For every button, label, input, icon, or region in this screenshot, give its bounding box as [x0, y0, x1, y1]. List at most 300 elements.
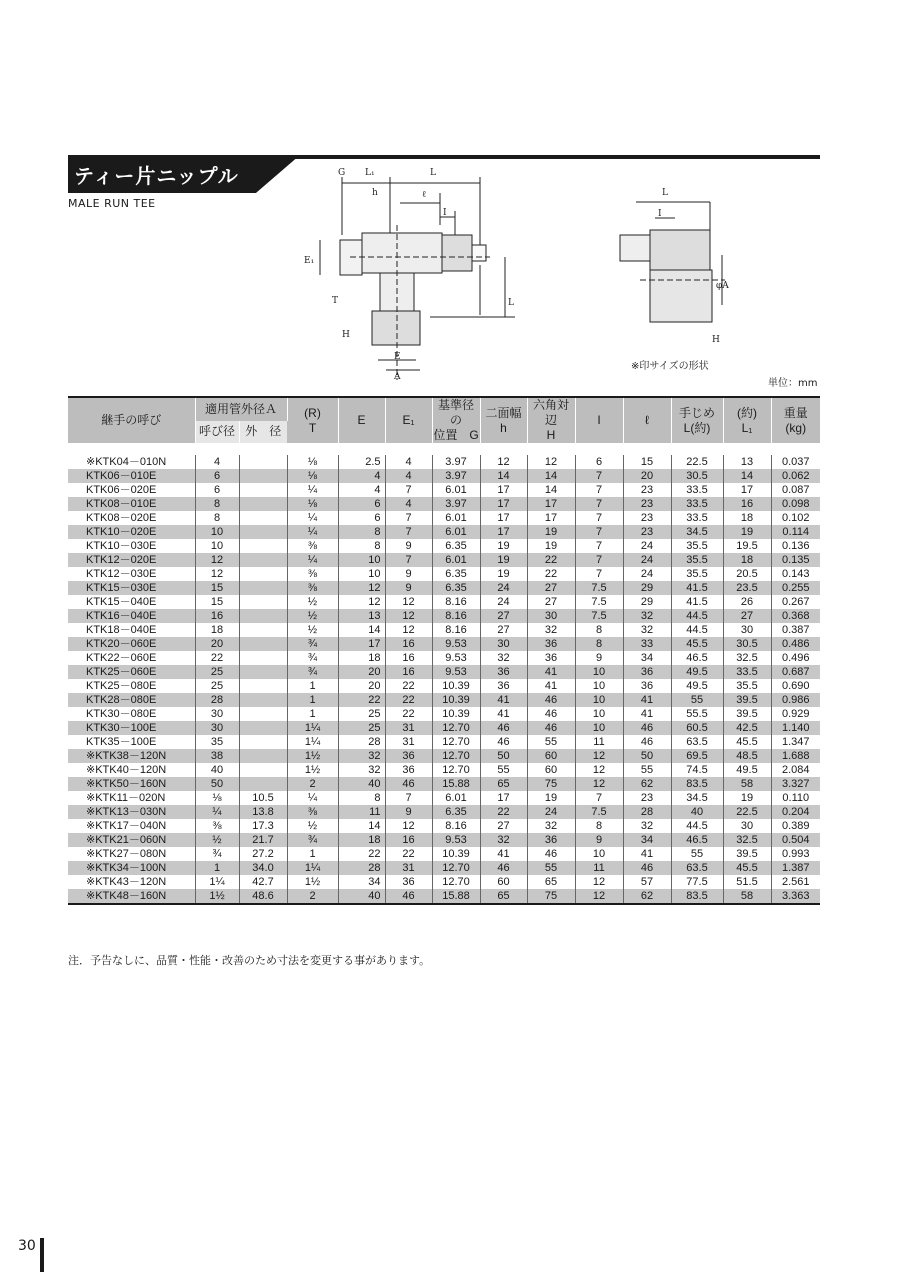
table-cell	[239, 525, 287, 539]
table-cell: 0.087	[781, 484, 810, 496]
table-cell: 46	[527, 693, 575, 707]
table-cell: ¼	[287, 791, 338, 805]
table-cell: 3.97	[432, 455, 480, 469]
table-cell: 0.136	[781, 540, 810, 552]
table-cell: 74.5	[671, 763, 723, 777]
table-cell: KTK10－030E	[68, 539, 195, 553]
table-row	[68, 525, 820, 539]
table-row	[68, 511, 820, 525]
table-cell	[239, 735, 287, 749]
table-cell: 3.97	[432, 497, 480, 511]
table-cell: 6	[195, 483, 239, 497]
label-g: G	[338, 168, 346, 178]
table-cell: ※KTK40－120N	[68, 763, 195, 777]
table-cell: 40	[671, 805, 723, 819]
label-i2: I	[658, 209, 662, 219]
table-cell: 55	[671, 847, 723, 861]
table-cell: 9.53	[432, 651, 480, 665]
table-cell: 11	[575, 861, 623, 875]
table-cell: ¼	[287, 525, 338, 539]
table-cell: 8	[338, 791, 385, 805]
table-cell: 49.5	[671, 679, 723, 693]
table-cell: KTK08－020E	[68, 511, 195, 525]
table-cell: 0.098	[771, 497, 820, 511]
table-cell: 8	[195, 511, 239, 525]
table-cell	[239, 679, 287, 693]
table-cell: 19	[527, 525, 575, 539]
table-cell: KTK30－100E	[68, 721, 195, 735]
table-cell: 55	[527, 861, 575, 875]
table-cell: 7	[575, 525, 623, 539]
table-cell: 4	[338, 469, 385, 483]
label-l2: L	[662, 188, 668, 198]
table-cell: 8.16	[432, 595, 480, 609]
table-cell: 9	[385, 567, 432, 581]
table-cell: 58	[723, 777, 771, 791]
table-cell: 3.363	[771, 889, 820, 904]
table-cell: 22	[338, 693, 385, 707]
table-cell: ¾	[287, 637, 338, 651]
table-cell: 41	[480, 707, 527, 721]
table-cell: 46	[480, 735, 527, 749]
table-cell: 50	[480, 749, 527, 763]
table-cell: 46.5	[671, 651, 723, 665]
table-cell: 1.688	[771, 749, 820, 763]
table-cell: KTK25－060E	[68, 665, 195, 679]
table-row	[68, 469, 820, 483]
table-cell: 12	[527, 455, 575, 469]
table-cell: 20	[338, 679, 385, 693]
table-cell: 0.486	[771, 637, 820, 651]
table-row	[68, 819, 820, 833]
table-cell: 18	[338, 833, 385, 847]
footnote: 注．予告なしに、品質・性能・改善のため寸法を変更する事があります。	[68, 954, 431, 967]
table-cell: 30	[723, 819, 771, 833]
table-cell: 1	[287, 707, 338, 721]
table-cell: 1	[287, 693, 338, 707]
table-cell: 14	[723, 469, 771, 483]
table-cell: ½	[287, 623, 338, 637]
table-cell: 62	[623, 777, 671, 791]
table-cell: 33.5	[671, 483, 723, 497]
table-cell: 0.496	[781, 652, 810, 664]
table-cell: 0.389	[781, 820, 810, 832]
table-cell: ¼	[287, 553, 338, 567]
table-cell: 1½	[195, 889, 239, 904]
table-row	[68, 553, 820, 567]
table-cell: 11	[575, 735, 623, 749]
table-cell: 30	[723, 623, 771, 637]
table-cell: 36	[623, 679, 671, 693]
table-cell: KTK08－010E	[68, 497, 195, 511]
spec-table	[68, 396, 820, 905]
page-subtitle: MALE RUN TEE	[68, 197, 156, 210]
table-cell: 2.5	[338, 455, 385, 469]
table-cell: 41	[623, 693, 671, 707]
table-cell: 6.01	[432, 511, 480, 525]
header-pipe: 適用管外径Ａ	[195, 397, 287, 421]
table-cell: 9	[385, 581, 432, 595]
table-cell: 22	[385, 707, 432, 721]
table-cell: 4	[195, 455, 239, 469]
table-cell: 4	[338, 483, 385, 497]
table-cell: 34	[623, 833, 671, 847]
table-cell: 0.255	[771, 581, 820, 595]
table-cell	[239, 749, 287, 763]
table-cell: 83.5	[671, 889, 723, 904]
table-cell	[239, 665, 287, 679]
table-cell: 8.16	[432, 623, 480, 637]
table-cell: 7.5	[575, 581, 623, 595]
table-cell: 44.5	[671, 819, 723, 833]
table-cell: 41	[527, 679, 575, 693]
table-cell: 14	[480, 469, 527, 483]
table-cell: ※KTK04－010N	[68, 455, 195, 469]
header-h: 二面幅 h	[480, 397, 527, 443]
table-cell: 21.7	[239, 833, 287, 847]
table-cell	[239, 567, 287, 581]
table-row	[68, 791, 820, 805]
table-cell: ½	[287, 819, 338, 833]
table-cell: 46	[385, 777, 432, 791]
table-row	[68, 581, 820, 595]
label-e1: E₁	[304, 256, 315, 266]
table-cell: 7.5	[575, 609, 623, 623]
table-cell: 27.2	[239, 847, 287, 861]
table-cell: 24	[480, 581, 527, 595]
table-cell: 36	[385, 875, 432, 889]
table-cell: 0.993	[781, 848, 810, 860]
table-cell: 55.5	[671, 707, 723, 721]
table-cell: 16	[723, 497, 771, 511]
table-cell: KTK16－040E	[68, 609, 195, 623]
table-cell: 22	[195, 651, 239, 665]
table-cell: 31	[385, 721, 432, 735]
table-row	[68, 707, 820, 721]
table-cell: 29	[623, 595, 671, 609]
table-cell: 46	[527, 847, 575, 861]
table-cell: 9	[385, 805, 432, 819]
table-cell: 46	[385, 889, 432, 904]
table-cell: 9.53	[432, 665, 480, 679]
table-cell: 9.53	[432, 637, 480, 651]
table-cell: 31	[385, 861, 432, 875]
table-cell: 51.5	[723, 875, 771, 889]
table-cell: 35.5	[671, 539, 723, 553]
table-cell: 10	[195, 525, 239, 539]
table-cell: 32	[527, 623, 575, 637]
table-cell: 33	[623, 637, 671, 651]
table-cell: 10	[575, 679, 623, 693]
table-row	[68, 861, 820, 875]
table-cell: 17	[527, 497, 575, 511]
table-cell: ¾	[287, 651, 338, 665]
drawing-note: ※印サイズの形状	[631, 361, 709, 372]
table-cell: 25	[338, 707, 385, 721]
table-cell: 16	[385, 833, 432, 847]
table-cell: 46	[527, 707, 575, 721]
table-cell: 46.5	[671, 833, 723, 847]
table-cell: ※KTK17－040N	[68, 819, 195, 833]
label-l1: L₁	[365, 168, 375, 178]
table-cell: 20	[338, 665, 385, 679]
nut-drawing	[600, 180, 740, 350]
table-cell	[239, 553, 287, 567]
header-l: 手じめ L(約)	[671, 397, 723, 443]
table-cell: 1¼	[195, 875, 239, 889]
table-cell: 45.5	[723, 735, 771, 749]
table-cell: 6.01	[432, 483, 480, 497]
table-cell: 49.5	[671, 665, 723, 679]
table-cell: 63.5	[671, 735, 723, 749]
table-cell: 39.5	[723, 847, 771, 861]
table-cell: 40	[338, 777, 385, 791]
label-t: T	[332, 296, 339, 306]
table-cell: 27	[527, 595, 575, 609]
table-cell: 7	[575, 469, 623, 483]
table-cell: 7	[575, 567, 623, 581]
table-cell: ½	[287, 595, 338, 609]
table-cell: 44.5	[671, 623, 723, 637]
table-cell: 17	[723, 483, 771, 497]
table-cell: 27	[527, 581, 575, 595]
table-cell: ¼	[195, 805, 239, 819]
table-cell: 24	[623, 553, 671, 567]
table-cell: 83.5	[671, 777, 723, 791]
table-cell: 12	[385, 595, 432, 609]
table-cell: 34.0	[239, 861, 287, 875]
table-cell: 16	[195, 609, 239, 623]
table-cell: 2.561	[781, 876, 810, 888]
table-cell: ⅜	[195, 819, 239, 833]
table-cell: 8	[195, 497, 239, 511]
table-cell: 62	[623, 889, 671, 904]
table-row	[68, 609, 820, 623]
table-cell: 22	[527, 567, 575, 581]
label-i: I	[443, 208, 447, 218]
table-cell: 0.135	[771, 553, 820, 567]
table-cell: 27	[480, 623, 527, 637]
table-cell: 7	[575, 497, 623, 511]
table-cell: 0.110	[782, 792, 810, 804]
table-cell: 69.5	[671, 749, 723, 763]
table-cell: 13.8	[239, 805, 287, 819]
table-row	[68, 595, 820, 609]
table-cell: 6.35	[432, 539, 480, 553]
table-cell: 7	[385, 553, 432, 567]
table-row	[68, 665, 820, 679]
table-row	[68, 497, 820, 511]
page-number: 30	[18, 1238, 36, 1254]
table-cell: 12	[575, 875, 623, 889]
table-cell: 33.5	[723, 665, 771, 679]
table-cell: ※KTK38－120N	[68, 749, 195, 763]
table-cell: 42.5	[723, 721, 771, 735]
label-h: h	[372, 188, 378, 198]
table-cell: 35.5	[671, 553, 723, 567]
table-cell: 14	[527, 483, 575, 497]
table-cell	[239, 497, 287, 511]
table-cell: 2.084	[781, 764, 810, 776]
table-cell: 1¼	[287, 721, 338, 735]
table-cell: 17	[480, 483, 527, 497]
table-cell: ¾	[287, 665, 338, 679]
table-cell	[239, 763, 287, 777]
table-cell	[239, 483, 287, 497]
table-cell: 7	[575, 791, 623, 805]
table-cell: 0.102	[781, 512, 810, 524]
header-rt: (R) T	[287, 397, 338, 443]
table-cell: 9	[385, 539, 432, 553]
table-cell: KTK18－040E	[68, 623, 195, 637]
table-cell: 77.5	[671, 875, 723, 889]
table-cell	[239, 511, 287, 525]
table-cell: 10.39	[432, 707, 480, 721]
header-outer: 外 径	[239, 421, 287, 443]
table-cell: ※KTK43－120N	[68, 875, 195, 889]
table-cell: 35.5	[671, 567, 723, 581]
table-cell: 50	[195, 777, 239, 791]
table-cell: 33.5	[671, 497, 723, 511]
table-cell: 19.5	[723, 539, 771, 553]
table-cell: 36	[385, 749, 432, 763]
table-cell: 28	[338, 735, 385, 749]
table-cell: 46	[480, 861, 527, 875]
table-cell: ⅜	[287, 539, 338, 553]
table-cell: 4	[385, 497, 432, 511]
tee-drawing	[290, 165, 535, 390]
table-cell: 63.5	[671, 861, 723, 875]
table-cell: 10	[338, 553, 385, 567]
table-cell: 20	[623, 469, 671, 483]
table-cell: KTK28－080E	[68, 693, 195, 707]
page-marker	[40, 1238, 44, 1272]
table-cell: 7.5	[575, 595, 623, 609]
table-cell: ※KTK13－030N	[68, 805, 195, 819]
table-cell: 22	[385, 679, 432, 693]
table-cell: KTK25－080E	[68, 679, 195, 693]
table-cell: 18	[338, 651, 385, 665]
table-cell: 39.5	[723, 693, 771, 707]
table-cell: 19	[723, 525, 771, 539]
table-row	[68, 721, 820, 735]
page-title: ティー片ニップル	[74, 164, 239, 188]
label-l: L	[430, 168, 436, 178]
table-cell	[239, 637, 287, 651]
table-cell: 41	[623, 707, 671, 721]
table-cell: 32	[623, 819, 671, 833]
table-cell: 20	[195, 637, 239, 651]
table-cell: 28	[338, 861, 385, 875]
table-cell: 3.97	[432, 469, 480, 483]
table-cell: 57	[623, 875, 671, 889]
table-cell: 41	[480, 847, 527, 861]
table-cell: 12	[385, 609, 432, 623]
table-cell: 0.690	[781, 680, 810, 692]
table-cell: 30	[195, 721, 239, 735]
table-cell: 18	[195, 623, 239, 637]
spec-table-body	[68, 443, 820, 904]
table-cell: 41	[623, 847, 671, 861]
header-l1: (約) L₁	[723, 397, 771, 443]
unit-label: 単位：mm	[768, 378, 818, 389]
table-cell: 0.387	[781, 624, 810, 636]
table-cell	[239, 595, 287, 609]
table-cell: 15	[195, 595, 239, 609]
table-cell: 45.5	[723, 861, 771, 875]
table-cell: 32.5	[723, 651, 771, 665]
table-cell: 7	[575, 539, 623, 553]
table-cell: 41.5	[671, 581, 723, 595]
table-cell: 30	[527, 609, 575, 623]
table-cell: 22.5	[671, 455, 723, 469]
table-cell: 31	[385, 735, 432, 749]
table-row	[68, 693, 820, 707]
table-cell: 19	[723, 791, 771, 805]
table-cell: 14	[338, 623, 385, 637]
table-cell: 8	[338, 525, 385, 539]
table-cell: 12.70	[432, 861, 480, 875]
table-cell: ⅛	[287, 455, 338, 469]
table-row	[68, 777, 820, 791]
table-cell: 40	[195, 763, 239, 777]
table-cell: 7	[385, 483, 432, 497]
table-cell: 44.5	[671, 609, 723, 623]
table-cell: 6.01	[432, 525, 480, 539]
table-cell: ¾	[195, 847, 239, 861]
table-cell: 28	[195, 693, 239, 707]
table-cell: 27	[723, 609, 771, 623]
table-cell: 10	[575, 847, 623, 861]
table-cell: 23	[623, 511, 671, 525]
table-cell: 15	[195, 581, 239, 595]
table-cell: 0.687	[771, 665, 820, 679]
table-cell: ⅜	[287, 581, 338, 595]
table-cell: 36	[385, 763, 432, 777]
table-cell: 32	[623, 623, 671, 637]
table-cell: 15.88	[432, 889, 480, 904]
label-a: A	[394, 372, 401, 382]
table-cell: 30.5	[671, 469, 723, 483]
table-cell: 30.5	[723, 637, 771, 651]
table-cell: 36	[527, 833, 575, 847]
table-cell: 0.267	[781, 596, 810, 608]
header-e1: E₁	[385, 397, 432, 443]
table-cell: 38	[195, 749, 239, 763]
table-cell: 6.35	[432, 805, 480, 819]
table-cell: 25	[338, 721, 385, 735]
table-cell: 10	[575, 665, 623, 679]
table-cell: 9.53	[432, 833, 480, 847]
table-cell: 10	[575, 721, 623, 735]
table-cell	[239, 707, 287, 721]
table-cell: 12	[385, 819, 432, 833]
table-cell	[239, 651, 287, 665]
table-cell: 32	[623, 609, 671, 623]
table-cell: 6	[338, 497, 385, 511]
table-cell	[239, 623, 287, 637]
table-cell: 32	[480, 833, 527, 847]
table-cell: 46	[623, 861, 671, 875]
table-cell: 7	[385, 511, 432, 525]
table-cell: 6	[338, 511, 385, 525]
table-cell: 39.5	[723, 707, 771, 721]
table-cell: 7	[575, 511, 623, 525]
table-row	[68, 833, 820, 847]
table-cell: 25	[195, 679, 239, 693]
table-cell: 27	[480, 609, 527, 623]
table-cell: ¼	[287, 483, 338, 497]
